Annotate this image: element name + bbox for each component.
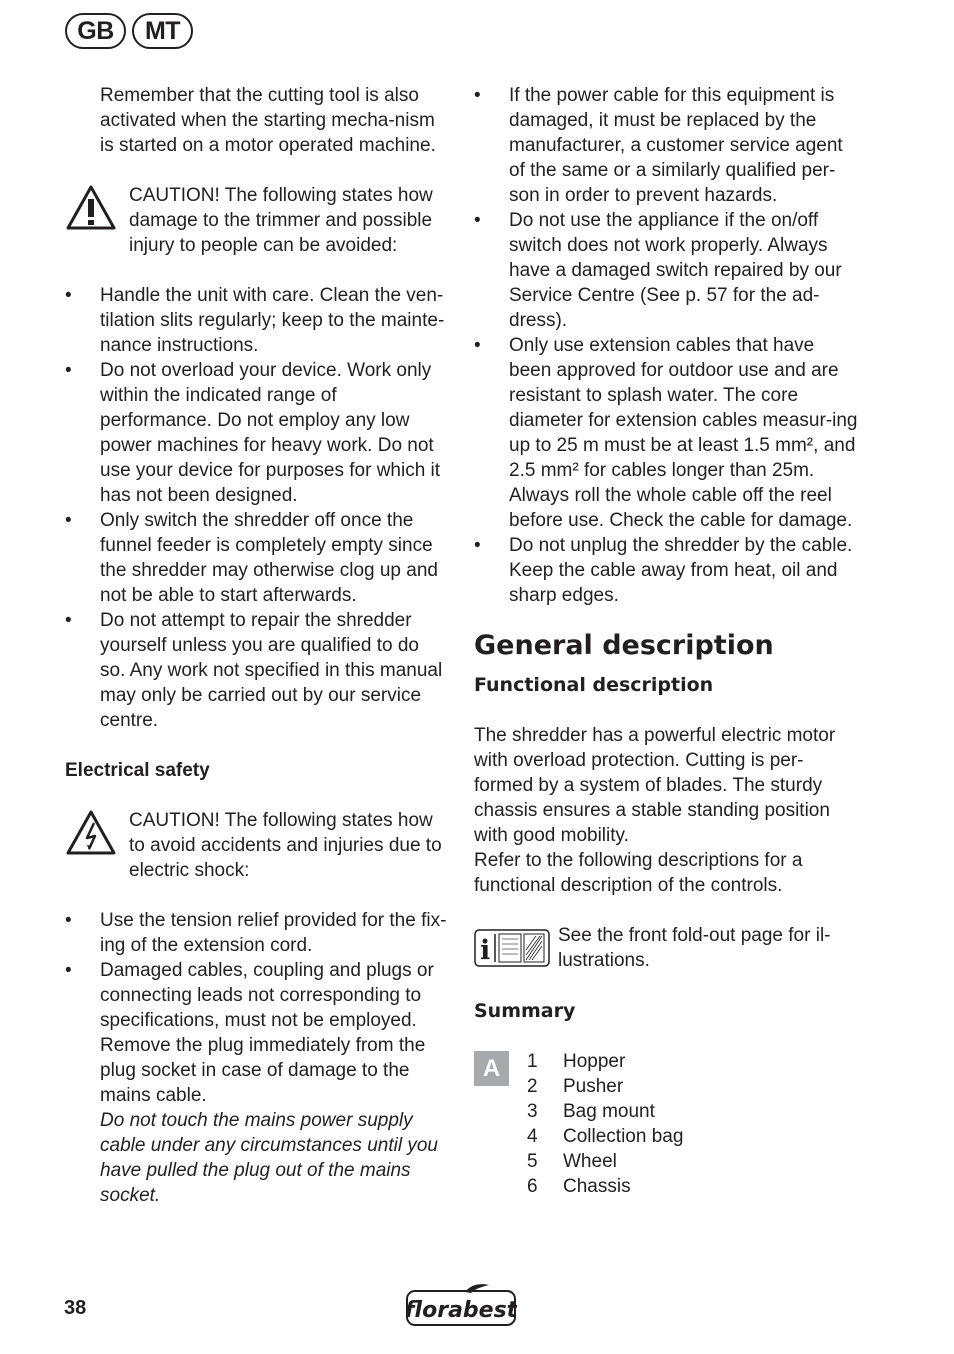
florabest-logo	[405, 1282, 517, 1335]
warning-icon	[65, 183, 129, 238]
item-number: 4	[527, 1126, 538, 1147]
item-label: Bag mount	[563, 1101, 655, 1122]
info-book-icon	[474, 923, 558, 974]
summary-list	[527, 1049, 683, 1199]
item-label: Pusher	[563, 1076, 624, 1097]
list-item: • Do not overload your device. Work only within the indicated range of performance. Do not employ any low power machines for heavy work. Do not use your device for purposes for which it has not been designed.	[65, 358, 449, 508]
list-item: • Handle the unit with care. Clean the ven-tilation slits regularly; keep to the mainte-nance instructions.	[65, 283, 449, 358]
cable-bullet-list	[474, 83, 860, 608]
summary-heading: Summary	[474, 1000, 576, 1022]
list-item: • Only use extension cables that have been approved for outdoor use and are resistant to splash water. The core diameter for extension cables measur-ing up to 25 m must be at least 1.5 mm², and 2.5 mm² for cables longer than 25m. Always roll the whole cable off the reel before use. Check the cable for damage.	[474, 333, 860, 533]
electrical-safety-heading: Electrical safety	[65, 760, 210, 781]
info-note	[474, 923, 860, 974]
list-item: • Do not unplug the shredder by the cable. Keep the cable away from heat, oil and sharp edges.	[474, 533, 860, 608]
intro-paragraph: Remember that the cutting tool is also activated when the starting mecha-nism is started on a motor operated machine.	[100, 85, 436, 156]
list-item: • Do not attempt to repair the shredder yourself unless you are qualified to do so. Any work not specified in this manual may only be carried out by our service centre.	[65, 608, 449, 733]
list-item	[527, 1049, 683, 1074]
list-item: • Only switch the shredder off once the funnel feeder is completely empty since the shredder may otherwise clog up and not be able to start afterwards.	[65, 508, 449, 608]
item-label: Hopper	[563, 1051, 626, 1072]
general-description-heading: General description	[474, 630, 774, 661]
list-item: • Use the tension relief provided for the fix-ing of the extension cord.	[65, 908, 449, 958]
caution-block-electric	[65, 808, 449, 883]
lang-badge-mt: MT	[132, 13, 193, 49]
item-label: Chassis	[563, 1176, 631, 1197]
list-item: • Do not use the appliance if the on/off switch does not work properly. Always have a damaged switch repaired by our Service Centre (See p. 57 for the ad-dress).	[474, 208, 860, 333]
caution-text-damage: CAUTION! The following states how damage to the trimmer and possible injury to people can be avoided:	[129, 185, 433, 256]
functional-description-text: The shredder has a powerful electric motor with overload protection. Cutting is per-formed by a system of blades. The sturdy chassis ensures a stable standing position with good mobility.	[474, 725, 836, 846]
functional-description-heading: Functional description	[474, 674, 714, 696]
language-badges	[65, 13, 193, 49]
list-item	[527, 1149, 683, 1174]
damaged-cables-text: Damaged cables, coupling and plugs or connecting leads not corresponding to specifications, must not be employed. Remove the plug immediately from the plug socket in case of damage to the mains cable.	[100, 960, 434, 1106]
page-number: 38	[64, 1297, 87, 1319]
electrical-bullet-list	[65, 908, 449, 1208]
safety-bullet-list	[65, 283, 449, 733]
logo-text: florabest	[405, 1298, 517, 1323]
item-number: 1	[527, 1051, 538, 1072]
list-item: • If the power cable for this equipment is damaged, it must be replaced by the manufacturer, a customer service agent of the same or a similarly qualified per-son in order to prevent hazards.	[474, 83, 860, 208]
functional-description-text-2: Refer to the following descriptions for a functional description of the controls.	[474, 850, 803, 896]
item-number: 5	[527, 1151, 538, 1172]
right-column	[474, 83, 860, 1199]
list-item	[527, 1124, 683, 1149]
item-number: 3	[527, 1101, 538, 1122]
info-note-text: See the front fold-out page for il-lustrations.	[558, 925, 831, 971]
item-label: Wheel	[563, 1151, 617, 1172]
list-item	[527, 1099, 683, 1124]
figure-tag-a: A	[474, 1051, 509, 1086]
svg-text:i: i	[480, 935, 491, 966]
caution-text-electric: CAUTION! The following states how to avoid accidents and injuries due to electric shock:	[129, 810, 442, 881]
item-number: 2	[527, 1076, 538, 1097]
caution-block-damage	[65, 183, 449, 258]
list-item	[65, 958, 449, 1208]
mains-cable-warning: Do not touch the mains power supply cable under any circumstances until you have pulled the plug out of the mains socket.	[100, 1110, 438, 1206]
list-item	[527, 1174, 683, 1199]
item-number: 6	[527, 1176, 538, 1197]
list-item	[527, 1074, 683, 1099]
electric-shock-warning-icon	[65, 808, 129, 863]
left-column	[65, 83, 449, 1208]
lang-badge-gb: GB	[65, 13, 126, 49]
item-label: Collection bag	[563, 1126, 684, 1147]
summary-section	[474, 1049, 860, 1199]
